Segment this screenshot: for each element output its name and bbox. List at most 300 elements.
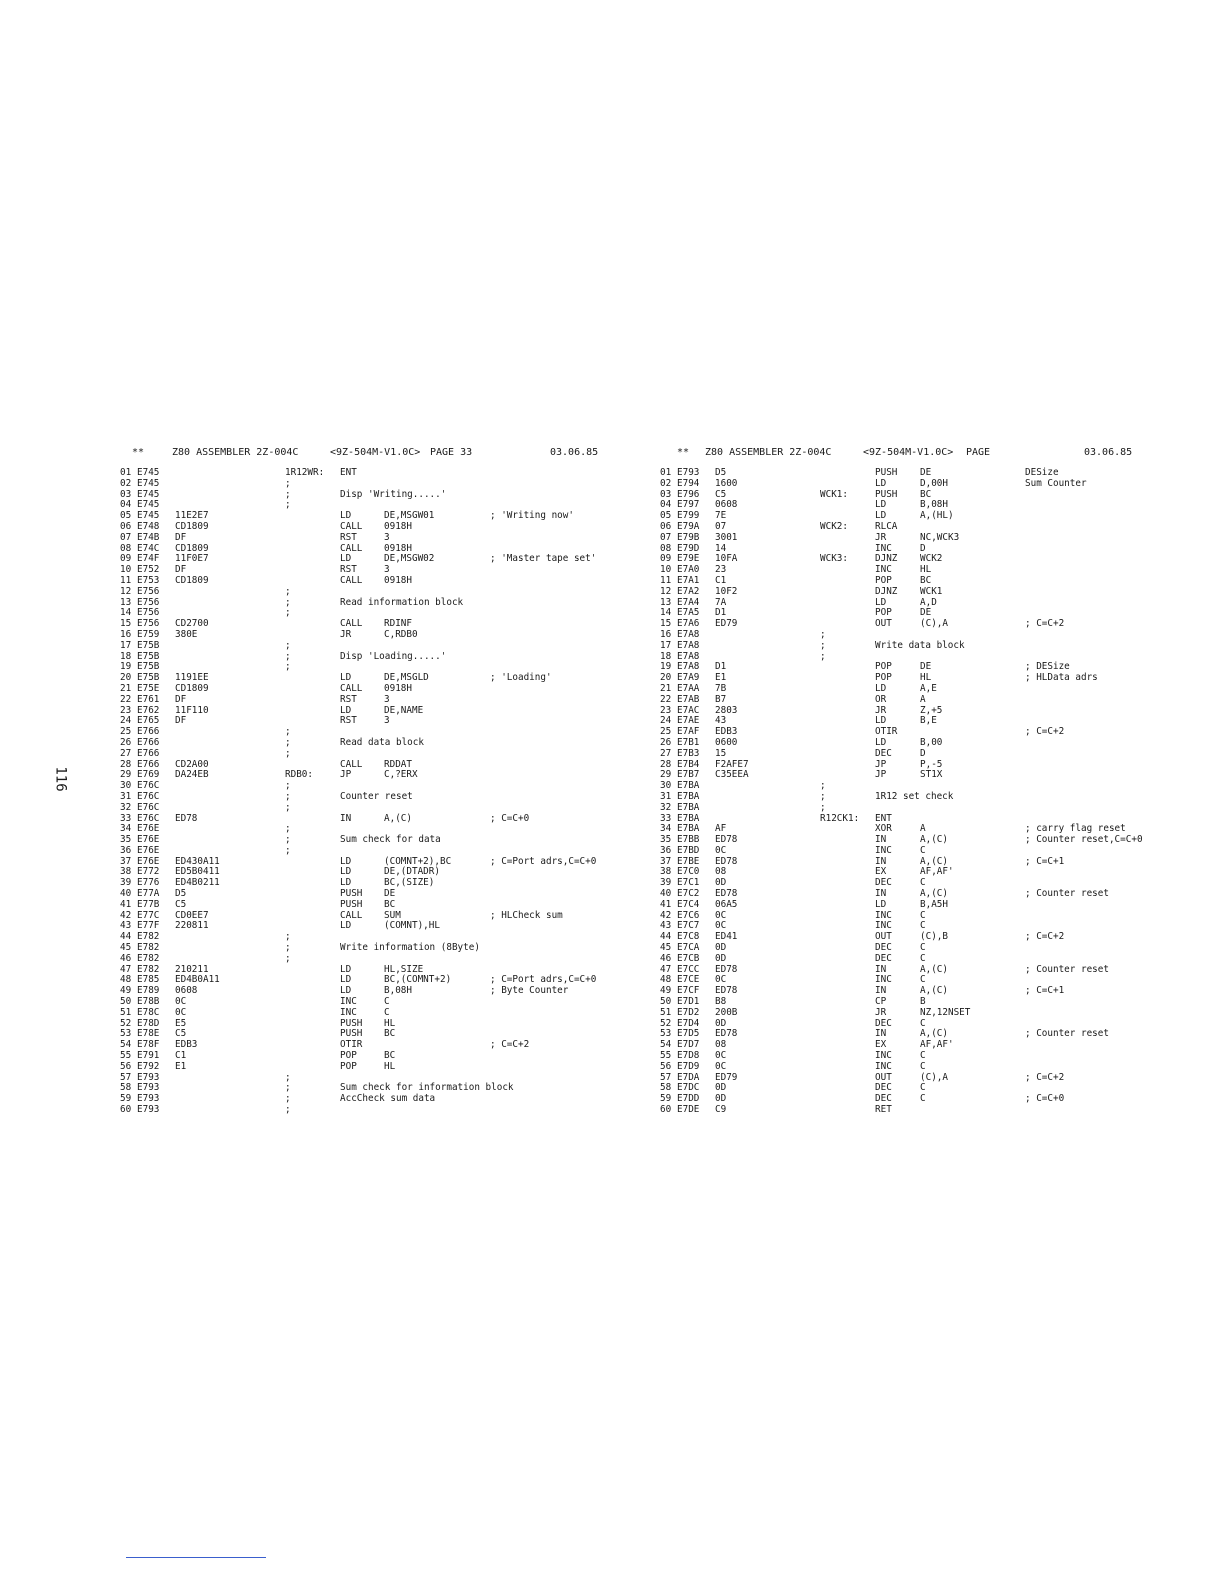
label: ; [285,1093,291,1105]
address: E7DC [677,1082,700,1094]
code-line [660,792,1180,803]
header-page: PAGE [966,447,991,458]
address: E761 [137,693,160,705]
line-number: 05 [660,510,672,522]
mnemonic: LD [340,704,352,716]
line-number: 08 [660,542,672,554]
address: E7CF [677,985,700,997]
operand: HL [384,1060,396,1072]
address: E7A6 [677,618,700,630]
operand: NZ,12NSET [920,1006,971,1018]
operand: C [384,1006,390,1018]
footer-rule [126,1557,266,1558]
address: E793 [137,1093,160,1105]
address: E7A8 [677,661,700,673]
line-number: 07 [120,531,132,543]
code-line [660,511,1180,522]
object-code: D5 [715,467,727,478]
address: E79E [677,553,700,565]
operand: DE [920,467,932,478]
operand: DE [384,888,396,900]
address: E766 [137,726,160,738]
address: E753 [137,574,160,586]
address: E76E [137,844,160,856]
operand: BC [920,574,932,586]
code-line [120,468,620,479]
code-line [120,770,620,781]
address: E7A9 [677,672,700,684]
object-code: ED79 [715,1071,738,1083]
address: E77B [137,898,160,910]
operand: (C),B [920,931,948,943]
object-code: E1 [715,672,727,684]
line-number: 47 [660,963,672,975]
mnemonic: LD [875,715,887,727]
mnemonic: INC [875,909,892,921]
address: E77C [137,909,160,921]
operand: DE,(DTADR) [384,866,440,878]
code-line [120,1051,620,1062]
mnemonic: LD [340,553,352,565]
mnemonic: EX [875,866,887,878]
object-code: 06A5 [715,898,738,910]
comment: ; C=Port adrs,C=C+0 [490,855,597,867]
address: E7C4 [677,898,700,910]
mnemonic: JR [875,704,887,716]
address: E796 [677,488,700,500]
line-number: 04 [660,499,672,511]
code-line [120,695,620,706]
object-code: CD2700 [175,618,209,630]
object-code: ED78 [715,985,738,997]
code-line [120,1008,620,1019]
comment: ; C=C+0 [490,812,530,824]
operand: D [920,747,926,759]
label: ; [285,736,291,748]
line-number: 14 [120,607,132,619]
object-code: 1600 [715,477,738,489]
mnemonic: LD [340,866,352,878]
mnemonic: IN [875,834,887,846]
line-number: 40 [660,888,672,900]
address: E79D [677,542,700,554]
operand: A,E [920,682,937,694]
operand: C [920,920,926,932]
object-code: 0608 [175,985,198,997]
mnemonic: DJNZ [875,585,898,597]
code-line [120,522,620,533]
address: E756 [137,585,160,597]
line-number: 03 [660,488,672,500]
object-code: ED78 [715,855,738,867]
object-code: 10FA [715,553,738,565]
operand: DE,MSGW01 [384,510,435,522]
mnemonic: Sum check for data [340,834,441,846]
line-number: 22 [120,693,132,705]
line-number: 15 [660,618,672,630]
operand: NC,WCK3 [920,531,960,543]
address: E78E [137,1028,160,1040]
mnemonic: LD [875,510,887,522]
address: E7C2 [677,888,700,900]
line-number: 02 [660,477,672,489]
address: E7DE [677,1104,700,1116]
address: E7BA [677,780,700,792]
object-code: 220811 [175,920,209,932]
label: 1R12WR: [285,467,325,478]
line-number: 28 [660,758,672,770]
mnemonic: Sum check for information block [340,1082,514,1094]
object-code: 10F2 [715,585,738,597]
mnemonic: PUSH [875,467,898,478]
mnemonic: JR [875,1006,887,1018]
operand: HL [920,672,932,684]
code-line [120,479,620,490]
address: E7CB [677,952,700,964]
operand: DE,MSGLD [384,672,429,684]
operand: RDDAT [384,758,412,770]
operand: BC [384,898,396,910]
code-line [120,641,620,652]
address: E794 [677,477,700,489]
code-line [120,598,620,609]
line-number: 21 [660,682,672,694]
mnemonic: RST [340,693,357,705]
address: E7DA [677,1071,700,1083]
address: E7A4 [677,596,700,608]
address: E745 [137,467,160,478]
line-number: 24 [120,715,132,727]
operand: DE [920,661,932,673]
code-line [120,684,620,695]
operand: C [920,909,926,921]
mnemonic: DEC [875,952,892,964]
label: ; [820,639,826,651]
mnemonic: CALL [340,758,363,770]
code-line [660,479,1180,490]
line-number: 02 [120,477,132,489]
object-code: C9 [715,1104,727,1116]
object-code: C5 [175,1028,187,1040]
operand: 0918H [384,574,412,586]
address: E766 [137,758,160,770]
address: E782 [137,942,160,954]
address: E7BA [677,812,700,824]
line-number: 42 [120,909,132,921]
object-code: C5 [175,898,187,910]
line-number: 40 [120,888,132,900]
line-number: 41 [120,898,132,910]
object-code: C1 [715,574,727,586]
operand: A,(C) [920,888,948,900]
operand: C [920,974,926,986]
line-number: 46 [660,952,672,964]
object-code: ED5B0411 [175,866,220,878]
operand: (COMNT),HL [384,920,440,932]
object-code: 11F0E7 [175,553,209,565]
operand: (COMNT+2),BC [384,855,452,867]
label: ; [285,952,291,964]
line-number: 05 [120,510,132,522]
listing-lines [660,468,1180,1116]
line-number: 10 [660,564,672,576]
object-code: DF [175,564,187,576]
mnemonic: EX [875,1039,887,1051]
line-number: 56 [120,1060,132,1072]
operand: A [920,823,926,835]
mnemonic: Disp 'Loading.....' [340,650,447,662]
address: E7AA [677,682,700,694]
label: ; [285,834,291,846]
line-number: 34 [120,823,132,835]
address: E7B4 [677,758,700,770]
object-code: CD1809 [175,574,209,586]
mnemonic: CALL [340,520,363,532]
label: ; [285,585,291,597]
address: E7C7 [677,920,700,932]
header-marker: ** [132,447,145,458]
line-number: 39 [120,877,132,889]
comment: ; carry flag reset [1025,823,1126,835]
address: E7D7 [677,1039,700,1051]
code-line [120,652,620,663]
line-number: 39 [660,877,672,889]
line-number: 32 [660,801,672,813]
operand: C [920,942,926,954]
line-number: 46 [120,952,132,964]
mnemonic: LD [340,920,352,932]
address: E745 [137,510,160,522]
operand: DE [920,607,932,619]
object-code: 08 [715,866,727,878]
operand: BC [384,1050,396,1062]
line-number: 48 [660,974,672,986]
header-title: Z80 ASSEMBLER 2Z-004C [705,447,832,458]
operand: B,00 [920,736,943,748]
mnemonic: LD [340,855,352,867]
address: E776 [137,877,160,889]
address: E75B [137,650,160,662]
line-number: 26 [120,736,132,748]
line-number: 08 [120,542,132,554]
code-line [660,770,1180,781]
object-code: 200B [715,1006,738,1018]
object-code: C5 [715,488,727,500]
line-number: 29 [660,769,672,781]
object-code: B8 [715,996,727,1008]
line-number: 14 [660,607,672,619]
label: ; [820,801,826,813]
mnemonic: ENT [875,812,892,824]
address: E7A8 [677,639,700,651]
operand: (C),A [920,1071,948,1083]
line-number: 01 [660,467,672,478]
address: E782 [137,931,160,943]
address: E7B7 [677,769,700,781]
object-code: ED4B0211 [175,877,220,889]
code-line [660,803,1180,814]
line-number: 47 [120,963,132,975]
mnemonic: LD [340,672,352,684]
comment: ; C=C+2 [1025,1071,1065,1083]
address: E7D8 [677,1050,700,1062]
operand: B,08H [920,499,948,511]
label: ; [285,942,291,954]
line-number: 12 [660,585,672,597]
object-code: DF [175,715,187,727]
label: ; [285,1104,291,1116]
mnemonic: OUT [875,618,892,630]
address: E76C [137,790,160,802]
code-line [660,1105,1180,1116]
operand: 0918H [384,520,412,532]
mnemonic: OUT [875,931,892,943]
address: E7BB [677,834,700,846]
line-number: 21 [120,682,132,694]
code-line [120,576,620,587]
line-number: 59 [660,1093,672,1105]
object-code: 11E2E7 [175,510,209,522]
operand: C,RDB0 [384,628,418,640]
line-number: 53 [120,1028,132,1040]
line-number: 04 [120,499,132,511]
object-code: 14 [715,542,727,554]
operand: C [920,1050,926,1062]
mnemonic: POP [340,1050,357,1062]
object-code: 0D [715,952,727,964]
address: E74B [137,531,160,543]
line-number: 54 [120,1039,132,1051]
address: E7DD [677,1093,700,1105]
code-line [120,716,620,727]
operand: C [920,1017,926,1029]
object-code: 0D [715,1082,727,1094]
code-line [120,706,620,717]
line-number: 13 [120,596,132,608]
address: E7D4 [677,1017,700,1029]
code-line [120,490,620,501]
address: E7C8 [677,931,700,943]
line-number: 29 [120,769,132,781]
line-number: 34 [660,823,672,835]
line-number: 09 [660,553,672,565]
mnemonic: INC [340,1006,357,1018]
mnemonic: LD [340,985,352,997]
object-code: CD1809 [175,542,209,554]
header-date: 03.06.85 [1084,447,1133,458]
line-number: 11 [120,574,132,586]
mnemonic: RST [340,564,357,576]
line-number: 48 [120,974,132,986]
listing-header [660,446,1180,460]
mnemonic: XOR [875,823,892,835]
operand: BC,(COMNT+2) [384,974,452,986]
mnemonic: RLCA [875,520,898,532]
line-number: 54 [660,1039,672,1051]
address: E7AB [677,693,700,705]
comment: ; 'Loading' [490,672,552,684]
address: E74F [137,553,160,565]
object-code: C35EEA [715,769,749,781]
mnemonic: RET [875,1104,892,1116]
address: E75B [137,672,160,684]
line-number: 20 [120,672,132,684]
mnemonic: LD [340,510,352,522]
label: ; [285,661,291,673]
mnemonic: INC [340,996,357,1008]
label: ; [820,780,826,792]
mnemonic: PUSH [340,1017,363,1029]
object-code: ED78 [715,963,738,975]
address: E7BA [677,801,700,813]
line-number: 36 [660,844,672,856]
line-number: 25 [120,726,132,738]
mnemonic: OTIR [340,1039,363,1051]
address: E77A [137,888,160,900]
address: E75B [137,639,160,651]
mnemonic: PUSH [340,1028,363,1040]
header-marker: ** [677,447,690,458]
operand: BC,(SIZE) [384,877,435,889]
operand: C [920,844,926,856]
object-code: ED430A11 [175,855,220,867]
line-number: 30 [120,780,132,792]
line-number: 25 [660,726,672,738]
line-number: 41 [660,898,672,910]
header-title: Z80 ASSEMBLER 2Z-004C [172,447,299,458]
address: E7D9 [677,1060,700,1072]
line-number: 22 [660,693,672,705]
address: E7BA [677,823,700,835]
line-number: 19 [120,661,132,673]
mnemonic: DEC [875,747,892,759]
address: E782 [137,963,160,975]
object-code: ED78 [715,1028,738,1040]
label: ; [820,650,826,662]
mnemonic: IN [875,1028,887,1040]
mnemonic: RST [340,531,357,543]
line-number: 10 [120,564,132,576]
label: ; [285,650,291,662]
operand: HL [920,564,932,576]
line-number: 42 [660,909,672,921]
object-code: 7B [715,682,727,694]
line-number: 24 [660,715,672,727]
object-code: 0608 [715,499,738,511]
mnemonic: POP [875,574,892,586]
object-code: 0C [715,909,727,921]
line-number: 38 [120,866,132,878]
object-code: E1 [175,1060,187,1072]
code-line [120,889,620,900]
listing-header [120,446,620,460]
label: ; [820,628,826,640]
code-line [660,716,1180,727]
mnemonic: DEC [875,1017,892,1029]
operand: AF,AF' [920,1039,954,1051]
address: E766 [137,747,160,759]
line-number: 09 [120,553,132,565]
line-number: 43 [120,920,132,932]
address: E7AF [677,726,700,738]
mnemonic: Write information (8Byte) [340,942,480,954]
operand: DE,MSGW02 [384,553,435,565]
operand: C [920,1082,926,1094]
operand: D [920,542,926,554]
object-code: 08 [715,1039,727,1051]
object-code: 2803 [715,704,738,716]
code-line [120,835,620,846]
